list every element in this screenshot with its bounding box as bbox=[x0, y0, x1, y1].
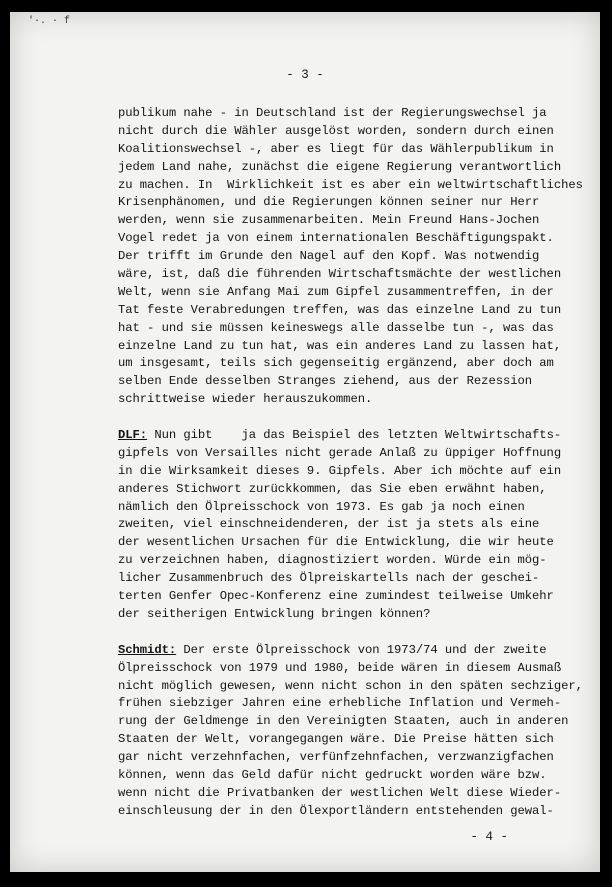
paragraph bbox=[118, 427, 568, 624]
line-text: werden, wenn sie zusammenarbeiten. Mein Freund Hans-Jochen bbox=[118, 213, 540, 228]
line-text: wenn nicht die Privatbanken der westlichen Welt diese Wieder- bbox=[118, 785, 562, 800]
text-line bbox=[118, 660, 568, 678]
line-text: nicht möglich gewesen, wenn nicht schon in den späten sechziger, bbox=[118, 678, 583, 693]
line-text: anderes Stichwort zurückkommen, das Sie eben erwähnt haben, bbox=[118, 481, 547, 496]
text-line bbox=[118, 373, 568, 391]
line-text: terten Genfer Opec-Konferenz eine zumindest teilweise Umkehr bbox=[118, 589, 554, 604]
line-text: zu machen. In Wirklichkeit ist es aber ein weltwirtschaftliches bbox=[118, 177, 583, 192]
text-line bbox=[118, 534, 568, 552]
line-text: zweiten, viel einschneidenderen, der ist ja stets als eine bbox=[118, 517, 540, 532]
text-line bbox=[118, 695, 568, 713]
text-line bbox=[118, 266, 568, 284]
line-text: nämlich den Ölpreisschock von 1973. Es gab ja noch einen bbox=[118, 499, 525, 514]
document-page bbox=[10, 12, 600, 872]
text-line bbox=[118, 731, 568, 749]
text-line bbox=[118, 338, 568, 356]
text-line bbox=[118, 284, 568, 302]
speaker-label: Schmidt: bbox=[118, 642, 177, 657]
text-line bbox=[118, 105, 568, 123]
line-text: Krisenphänomen, und die Regierungen können seiner nur Herr bbox=[118, 195, 540, 210]
line-text: einzelne Land zu tun hat, was ein anderes Land zu lassen hat, bbox=[118, 338, 562, 353]
text-line bbox=[118, 606, 568, 624]
page-number: - 3 - bbox=[286, 68, 324, 82]
line-text: um insgesamt, teils sich gegenseitig ergänzend, aber doch am bbox=[118, 356, 554, 371]
paragraph-gap bbox=[118, 409, 568, 427]
line-text: publikum nahe - in Deutschland ist der Regierungswechsel ja bbox=[118, 106, 547, 120]
text-line bbox=[118, 320, 568, 338]
line-text: Koalitionswechsel -, aber es liegt für das Wählerpublikum in bbox=[118, 141, 554, 156]
line-text: der seitherigen Entwicklung bringen können? bbox=[118, 606, 431, 621]
line-text: frühen siebziger Jahren eine erhebliche Inflation und Vermeh- bbox=[118, 696, 562, 711]
text-line bbox=[118, 803, 568, 821]
text-line bbox=[118, 678, 583, 696]
line-text: Nun gibt ja das Beispiel des letzten Weltwirtschafts- bbox=[147, 428, 562, 443]
text-line bbox=[118, 212, 568, 230]
line-text: einschleusung der in den Ölexportländern entstehenden gewal- bbox=[118, 803, 554, 818]
line-text: können, wenn das Geld dafür nicht gedruckt worden wäre bzw. bbox=[118, 767, 547, 782]
text-line bbox=[118, 248, 568, 266]
text-line bbox=[118, 588, 568, 606]
line-text: hat - und sie müssen keineswegs alle dasselbe tun -, was das bbox=[118, 320, 554, 335]
text-line bbox=[118, 445, 568, 463]
paragraph bbox=[118, 105, 583, 409]
line-text: schrittweise wieder herauszukommen. bbox=[118, 392, 373, 407]
line-text: Der erste Ölpreisschock von 1973/74 und der zweite bbox=[176, 642, 547, 657]
text-line bbox=[118, 141, 568, 159]
text-line bbox=[118, 177, 583, 195]
line-text: nicht durch die Wähler ausgelöst worden, sondern durch einen bbox=[118, 123, 554, 138]
text-line bbox=[118, 159, 568, 177]
text-line bbox=[118, 391, 568, 409]
line-text: Ölpreisschock von 1979 und 1980, beide wären in diesem Ausmaß bbox=[118, 660, 562, 675]
text-line bbox=[118, 785, 568, 803]
text-line bbox=[118, 463, 568, 481]
line-text: selben Ende desselben Stranges ziehend, aus der Rezession bbox=[118, 374, 533, 389]
line-text: Der trifft im Grunde den Nagel auf den Kopf. Was notwendig bbox=[118, 249, 540, 264]
line-text: gar nicht verzehnfachen, verfünfzehnfachen, verzwanzigfachen bbox=[118, 750, 554, 765]
corner-marks: '·. · f bbox=[28, 16, 71, 27]
line-text: Welt, wenn sie Anfang Mai zum Gipfel zusammentreffen, in der bbox=[118, 284, 554, 299]
line-text: rung der Geldmenge in den Vereinigten Staaten, auch in anderen bbox=[118, 714, 569, 729]
line-text: zu verzeichnen haben, diagnostiziert worden. Würde ein mög- bbox=[118, 553, 547, 568]
text-line bbox=[118, 481, 568, 499]
line-text: Tat feste Verabredungen treffen, was das einzelne Land zu tun bbox=[118, 302, 562, 317]
paragraph bbox=[118, 642, 583, 821]
text-line bbox=[118, 499, 568, 517]
next-page-marker: - 4 - bbox=[470, 830, 508, 844]
text-line bbox=[118, 713, 568, 731]
line-text: wäre, ist, daß die führenden Wirtschaftsmächte der westlichen bbox=[118, 267, 562, 282]
text-line bbox=[118, 427, 568, 445]
speaker-label: DLF: bbox=[118, 428, 148, 443]
text-line bbox=[118, 642, 568, 660]
text-line bbox=[118, 570, 568, 588]
line-text: gipfels von Versailles nicht gerade Anlaß zu üppiger Hoffnung bbox=[118, 445, 562, 460]
line-text: in die Wirksamkeit dieses 9. Gipfels. Aber ich möchte auf ein bbox=[118, 463, 562, 478]
text-line bbox=[118, 552, 568, 570]
text-line bbox=[118, 302, 568, 320]
text-line bbox=[118, 749, 568, 767]
line-text: licher Zusammenbruch des Ölpreiskartells nach der geschei- bbox=[118, 571, 540, 586]
text-line bbox=[118, 194, 568, 212]
text-line bbox=[118, 230, 568, 248]
text-line bbox=[118, 516, 568, 534]
text-line bbox=[118, 767, 568, 785]
line-text: der wesentlichen Ursachen für die Entwicklung, die wir heute bbox=[118, 535, 554, 550]
body-text bbox=[118, 105, 583, 821]
text-line bbox=[118, 355, 568, 373]
line-text: jedem Land nahe, zunächst die eigene Regierung verantwortlich bbox=[118, 159, 562, 174]
paragraph-gap bbox=[118, 624, 568, 642]
line-text: Staaten der Welt, vorangegangen wäre. Die Preise hätten sich bbox=[118, 732, 554, 747]
text-line bbox=[118, 123, 568, 141]
line-text: Vogel redet ja von einem internationalen Beschäftigungspakt. bbox=[118, 231, 554, 246]
